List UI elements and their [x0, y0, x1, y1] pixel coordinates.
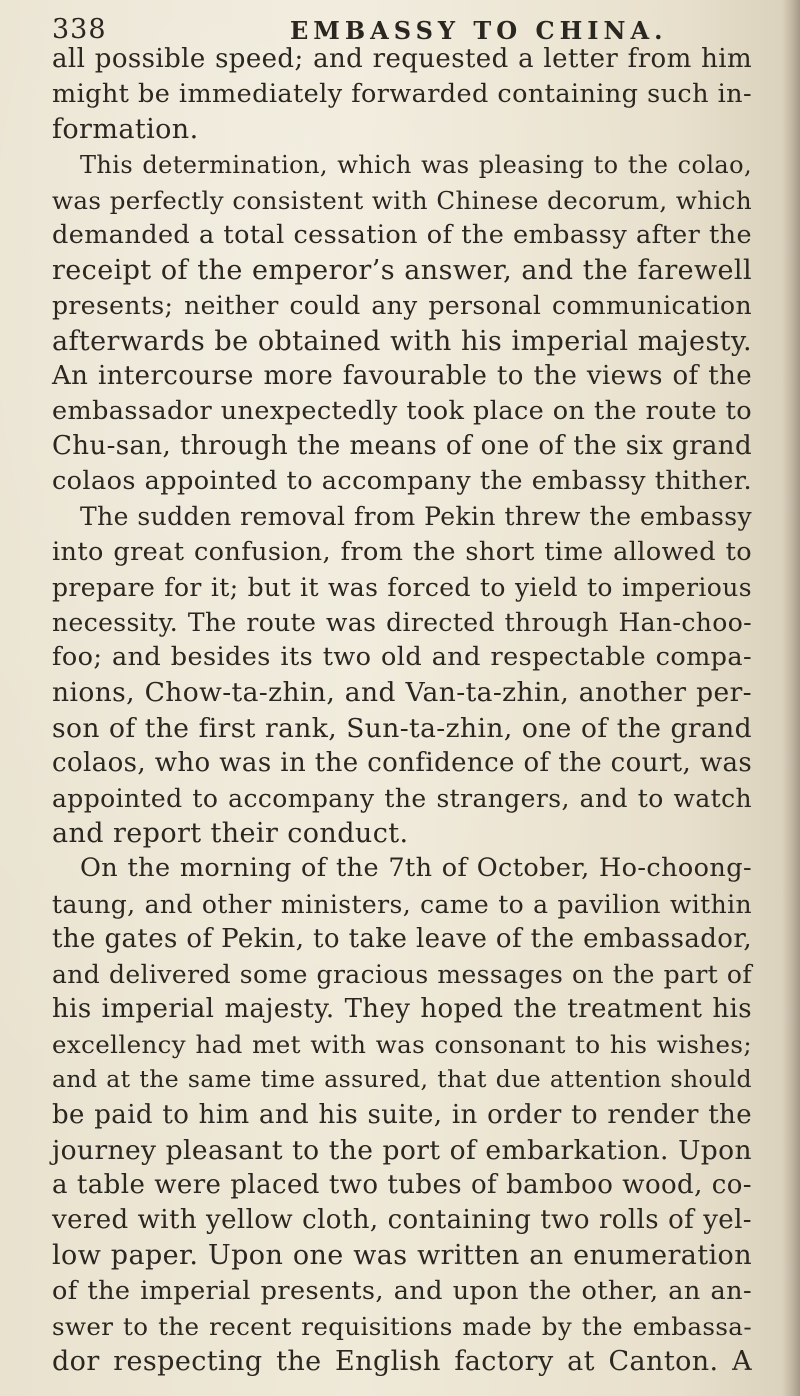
text-line: taung, and other ministers, came to a pavilion within [52, 889, 752, 919]
page-number: 338 [52, 14, 107, 45]
text-line: nions, Chow-ta-zhin, and Van-ta-zhin, another per- [52, 677, 752, 709]
text-line: colaos appointed to accompany the embassy thither. [52, 466, 752, 497]
text-line: An intercourse more favourable to the views of the [52, 360, 752, 391]
text-line: appointed to accompany the strangers, and to watch [52, 783, 752, 813]
text-line: son of the first rank, Sun-ta-zhin, one of the grand [52, 712, 752, 744]
text-line: and at the same time assured, that due attention should [52, 1065, 752, 1094]
text-line: embassador unexpectedly took place on the route to [52, 395, 752, 426]
text-line: receipt of the emperor’s answer, and the farewell [52, 255, 752, 287]
text-line: might be immediately forwarded containing such in- [52, 79, 752, 110]
page-edge-shadow [782, 0, 800, 1396]
text-line: This determination, which was pleasing to the colao, [80, 150, 752, 179]
text-line: the gates of Pekin, to take leave of the embassador, [52, 923, 752, 954]
text-line: and delivered some gracious messages on the part of [52, 959, 752, 989]
text-line: be paid to him and his suite, in order to render the [52, 1099, 752, 1130]
text-line: and report their conduct. [52, 818, 409, 850]
text-line: into great confusion, from the short time allowed to [52, 536, 752, 567]
text-line: his imperial majesty. They hoped the treatment his [52, 994, 752, 1025]
text-line: swer to the recent requisitions made by the embassa- [52, 1311, 752, 1341]
text-line: excellency had met with was consonant to his wishes; [52, 1030, 752, 1060]
running-head: EMBASSY TO CHINA. [290, 16, 668, 45]
text-line: necessity. The route was directed through Han-choo- [52, 608, 752, 637]
body-text [52, 42, 752, 1379]
text-line: Chu-san, through the means of one of the six grand [52, 431, 752, 462]
text-line: was perfectly consistent with Chinese decorum, which [52, 185, 752, 215]
text-line: journey pleasant to the port of embarkation. Upon [52, 1134, 752, 1166]
text-line: low paper. Upon one was written an enumeration [52, 1240, 752, 1272]
text-line: vered with yellow cloth, containing two rolls of yel- [52, 1205, 752, 1236]
text-line: all possible speed; and requested a letter from him [52, 44, 752, 74]
text-line: presents; neither could any personal communication [52, 291, 752, 321]
text-line: dor respecting the English factory at Canton. A [52, 1345, 752, 1377]
text-line: of the imperial presents, and upon the other, an an- [52, 1275, 752, 1306]
text-line: formation. [52, 114, 199, 146]
text-line: prepare for it; but it was forced to yield to imperious [52, 572, 752, 602]
text-line: The sudden removal from Pekin threw the embassy [80, 502, 752, 532]
text-line: colaos, who was in the confidence of the court, was [52, 747, 753, 778]
page-header [52, 12, 742, 46]
text-line: a table were placed two tubes of bamboo wood, co- [52, 1170, 752, 1200]
text-line: demanded a total cessation of the embassy after the [52, 219, 752, 250]
text-line: foo; and besides its two old and respectable compa- [52, 642, 752, 673]
text-line: afterwards be obtained with his imperial majesty. [52, 325, 752, 357]
text-line: On the morning of the 7th of October, Ho-choong- [80, 853, 752, 884]
